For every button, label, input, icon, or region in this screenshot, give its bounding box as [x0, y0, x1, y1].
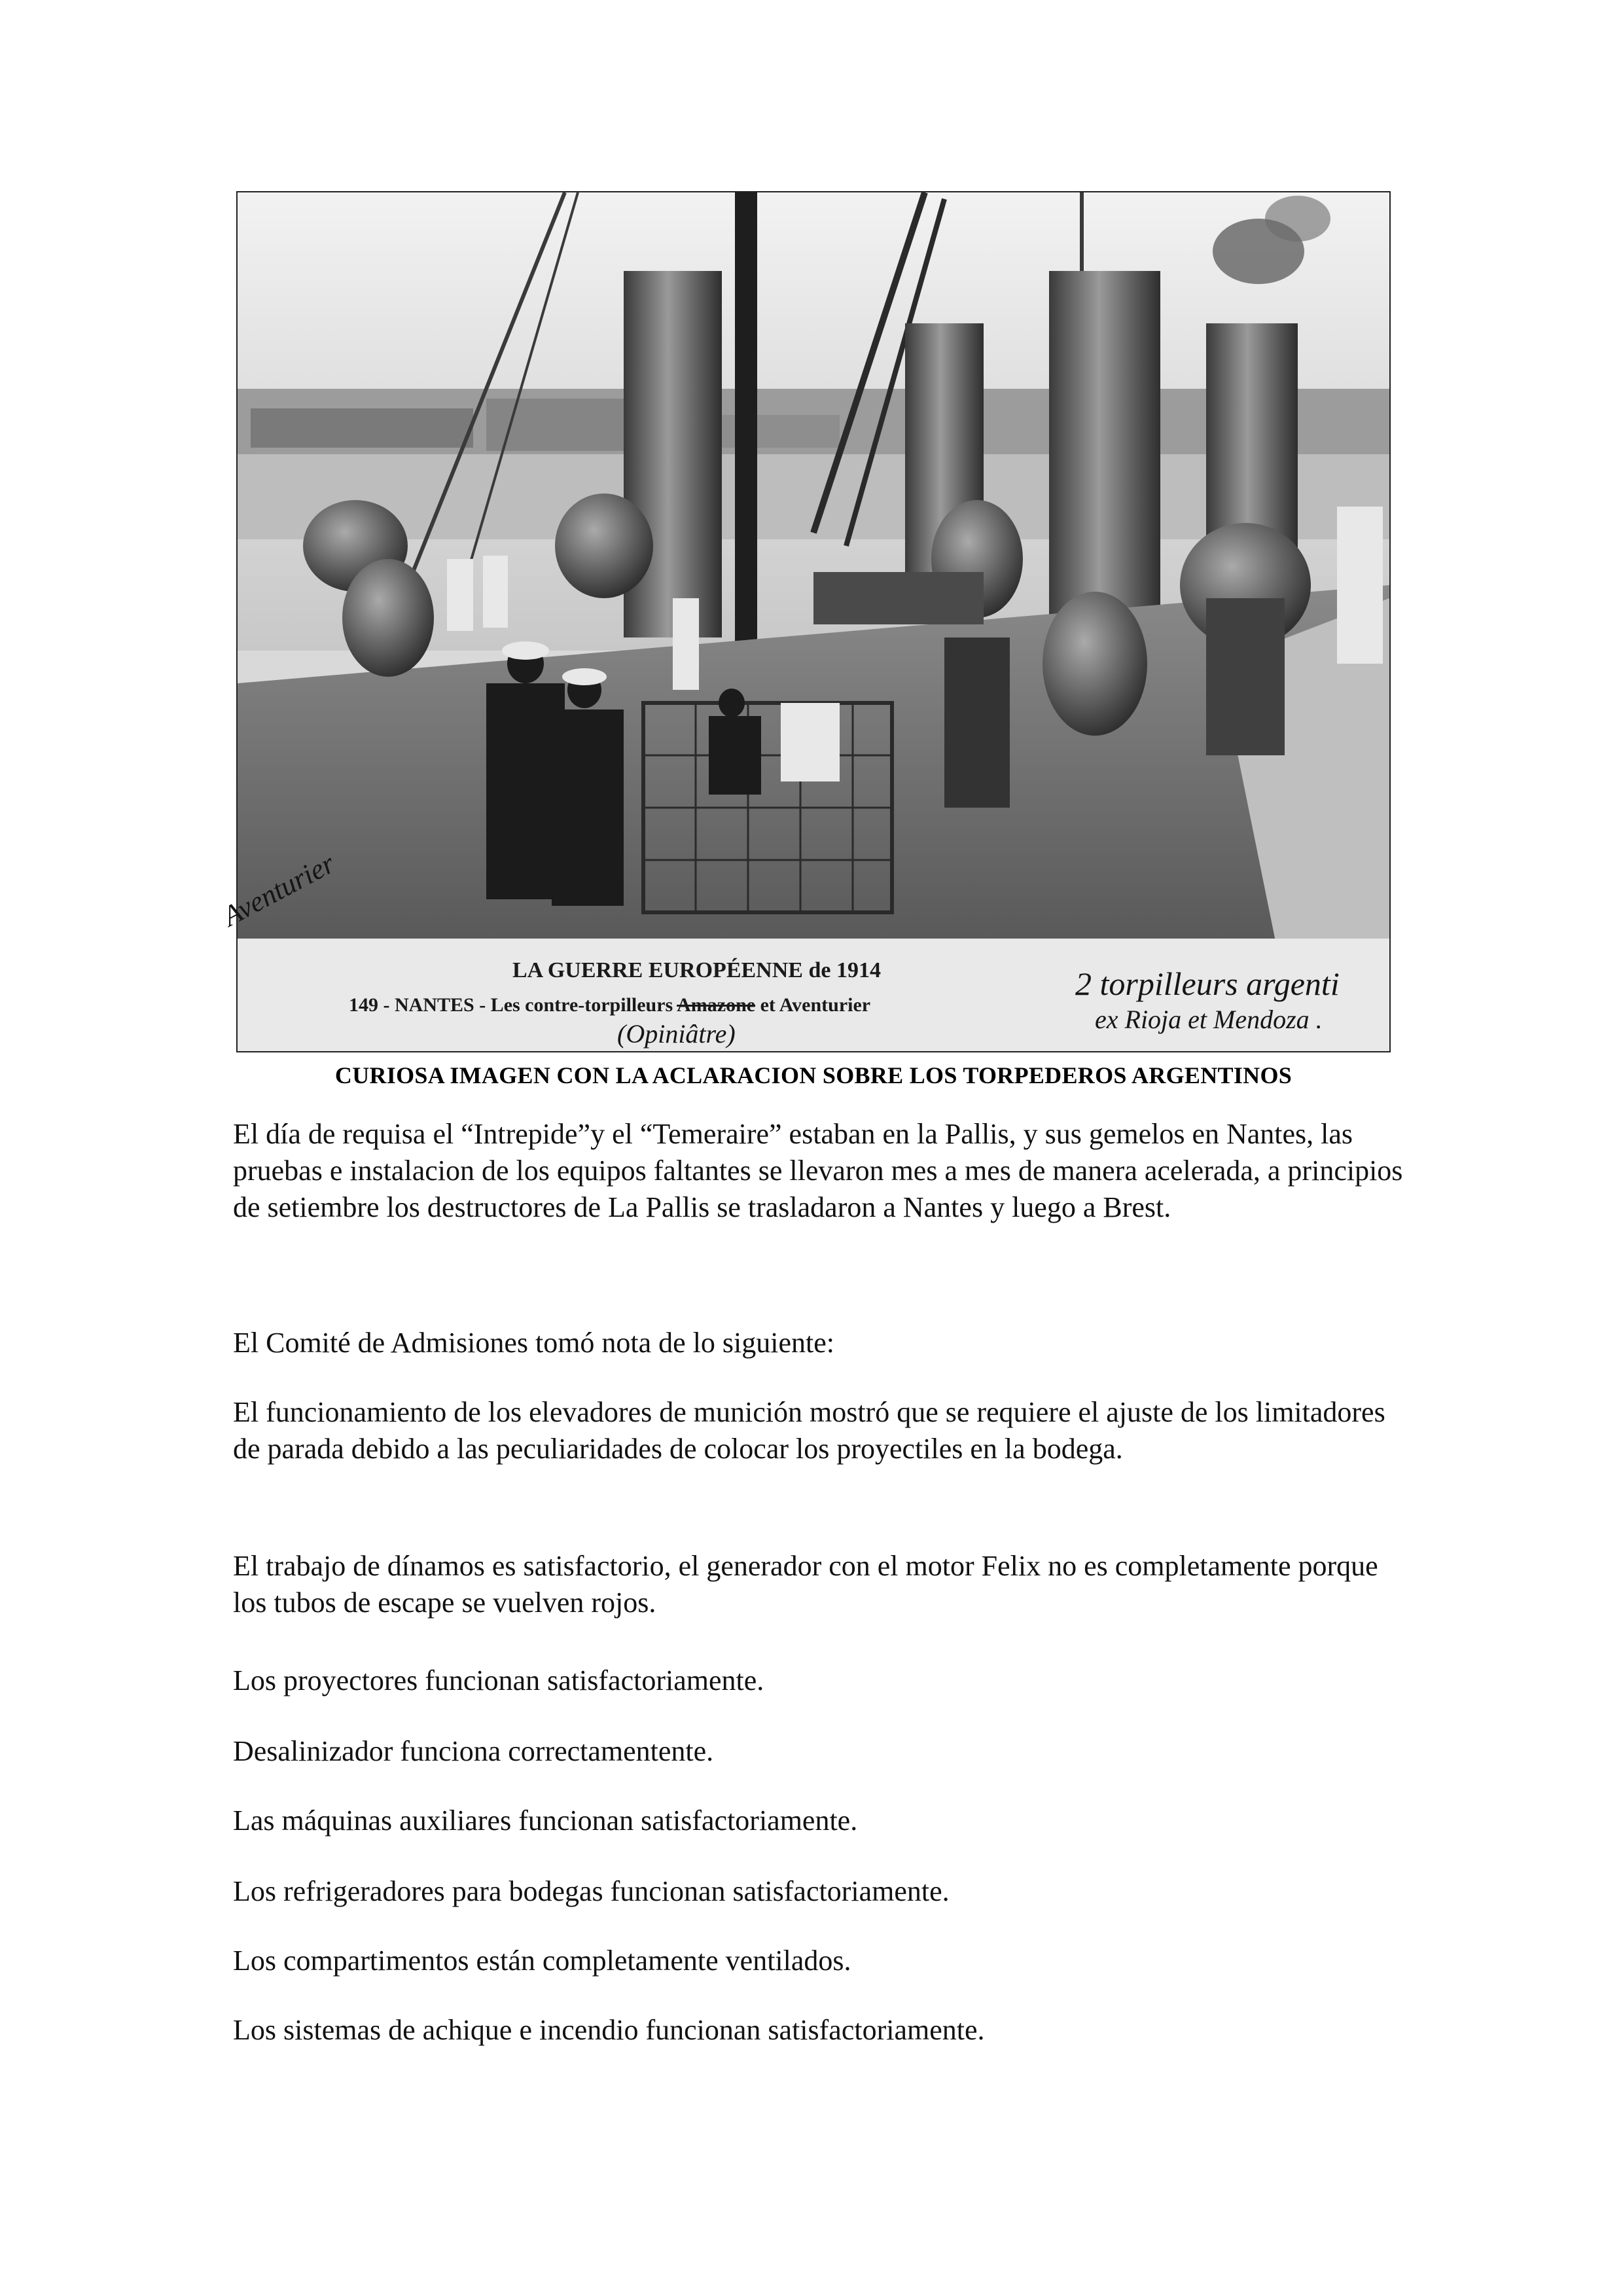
paragraph-text: El funcionamiento de los elevadores de munición mostró que se requiere el ajuste de los limitadores de parada debido a las peculiaridades de colocar los proyectiles en la bodega. [233, 1396, 1385, 1465]
paragraph-2 [233, 1325, 1411, 1361]
paragraph-3 [233, 1394, 1411, 1467]
paragraph-text: Las máquinas auxiliares funcionan satisfactoriamente. [233, 1804, 858, 1837]
handwritten-note-2: ex Rioja et Mendoza . [1095, 1005, 1323, 1034]
postcard-subtitle-suffix: et Aventurier [760, 994, 871, 1016]
paragraph-4 [233, 1548, 1411, 1621]
postcard-subtitle [349, 994, 870, 1016]
paragraph-7 [233, 1803, 1411, 1839]
handwritten-margin-note: Aventurier [217, 847, 340, 933]
postcard-struck-word: Amazone [677, 994, 756, 1016]
paragraph-text: El trabajo de dínamos es satisfactorio, el generador con el motor Felix no es completamente porque los tubos de escape se vuelven rojos. [233, 1550, 1378, 1619]
paragraph-text: Los proyectores funcionan satisfactoriamente. [233, 1664, 764, 1696]
paragraph-8 [233, 1873, 1411, 1910]
paragraph-5 [233, 1662, 1411, 1699]
paragraph-10 [233, 2012, 1411, 2049]
postcard-photo [217, 191, 1391, 1052]
paragraph-text: Los refrigeradores para bodegas funcionan satisfactoriamente. [233, 1875, 950, 1907]
paragraph-text: El día de requisa el “Intrepide”y el “Temeraire” estaban en la Pallis, y sus gemelos en Nantes, las pruebas e instalacion de los equipos faltantes se llevaron mes a mes de manera acelerada, a principios de setiembre los destructores de La Pallis se trasladaron a Nantes y luego a Brest. [233, 1118, 1403, 1223]
postcard-title: LA GUERRE EUROPÉENNE de 1914 [512, 958, 881, 982]
ship-deck-photo [238, 192, 1389, 1051]
paragraph-text: Los compartimentos están completamente ventilados. [233, 1945, 851, 1977]
paragraph-6 [233, 1733, 1411, 1770]
handwritten-note-1: 2 torpilleurs argenti [1075, 965, 1340, 1002]
handwritten-ship-name: (Opiniâtre) [617, 1019, 736, 1049]
paragraph-text: Los sistemas de achique e incendio funcionan satisfactoriamente. [233, 2014, 985, 2046]
postcard-subtitle-prefix: 149 - NANTES - Les contre-torpilleurs [349, 994, 673, 1016]
image-caption: CURIOSA IMAGEN CON LA ACLARACION SOBRE LOS TORPEDEROS ARGENTINOS [334, 1062, 1293, 1088]
paragraph-text: El Comité de Admisiones tomó nota de lo siguiente: [233, 1327, 835, 1359]
paragraph-9 [233, 1943, 1411, 1979]
paragraph-1 [233, 1116, 1411, 1226]
paragraph-text: Desalinizador funciona correctamentente. [233, 1735, 714, 1767]
